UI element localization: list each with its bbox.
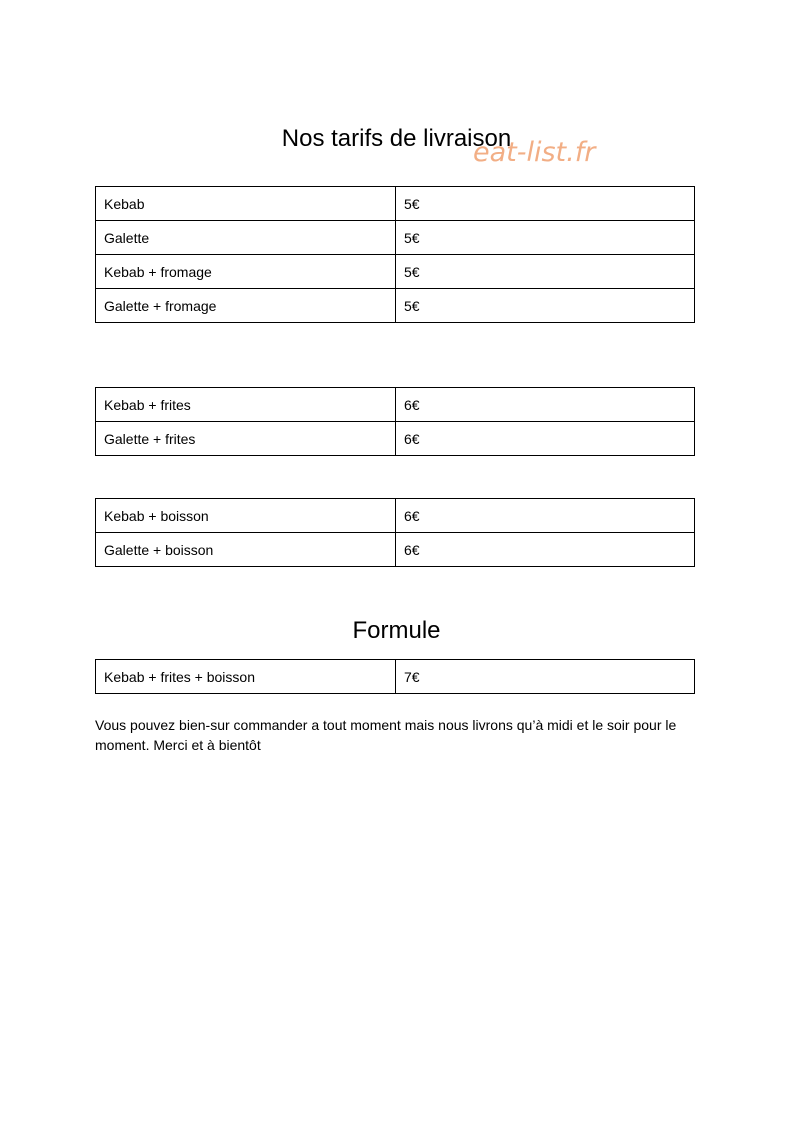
table-row xyxy=(96,221,695,255)
table-row xyxy=(96,255,695,289)
page-title: Nos tarifs de livraison xyxy=(281,125,512,152)
item-price: 5€ xyxy=(396,187,695,221)
table-row xyxy=(96,660,695,694)
table-row xyxy=(96,289,695,323)
price-table-formule xyxy=(95,659,695,694)
item-price: 6€ xyxy=(396,499,695,533)
item-name: Kebab + frites xyxy=(96,388,396,422)
table-row xyxy=(96,422,695,456)
item-name: Kebab + boisson xyxy=(96,499,396,533)
item-price: 5€ xyxy=(396,221,695,255)
item-name: Galette xyxy=(96,221,396,255)
price-table-boisson xyxy=(95,498,695,567)
table-row xyxy=(96,499,695,533)
price-table-base xyxy=(95,186,695,323)
watermark: eat-list.fr xyxy=(473,137,596,168)
table-row xyxy=(96,187,695,221)
item-name: Kebab + fromage xyxy=(96,255,396,289)
item-price: 5€ xyxy=(396,289,695,323)
item-price: 6€ xyxy=(396,533,695,567)
item-name: Galette + fromage xyxy=(96,289,396,323)
item-price: 7€ xyxy=(396,660,695,694)
formule-title: Formule xyxy=(352,617,441,644)
item-name: Galette + frites xyxy=(96,422,396,456)
item-price: 6€ xyxy=(396,422,695,456)
delivery-note: Vous pouvez bien-sur commander a tout moment mais nous livrons qu’à midi et le soir pour le moment. Merci et à bientôt xyxy=(95,717,677,753)
item-name: Galette + boisson xyxy=(96,533,396,567)
item-name: Kebab + frites + boisson xyxy=(96,660,396,694)
price-table-frites xyxy=(95,387,695,456)
item-price: 6€ xyxy=(396,388,695,422)
table-row xyxy=(96,388,695,422)
item-name: Kebab xyxy=(96,187,396,221)
item-price: 5€ xyxy=(396,255,695,289)
table-row xyxy=(96,533,695,567)
